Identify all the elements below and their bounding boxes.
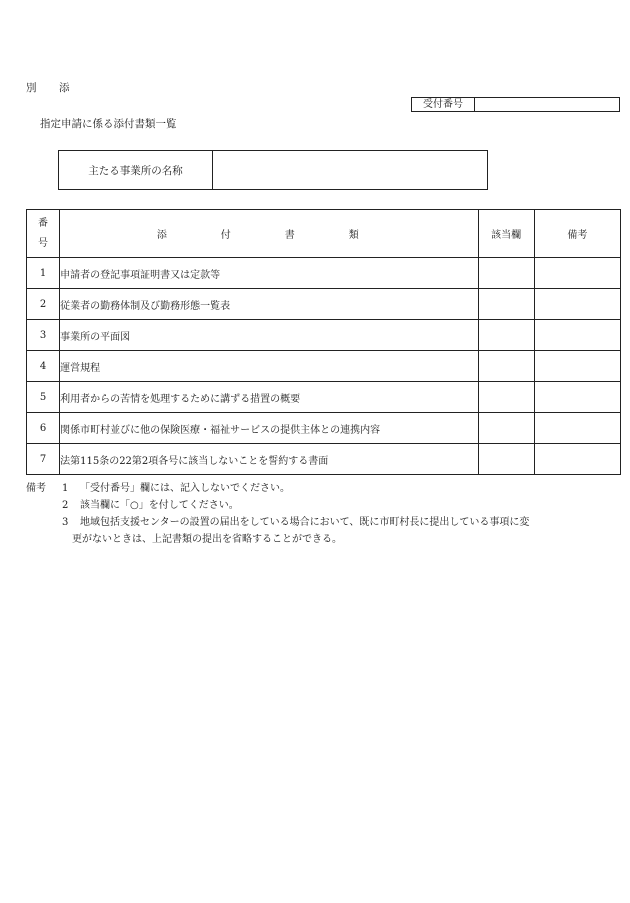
table-row	[27, 382, 621, 413]
receipt-number-field[interactable]	[475, 98, 619, 111]
receipt-number-label: 受付番号	[412, 98, 475, 111]
remark-item	[26, 514, 626, 531]
row-remarks-cell[interactable]	[534, 444, 620, 475]
row-number: 1	[27, 258, 60, 289]
table-row	[27, 351, 621, 382]
remark-text: 該当欄に「○」を付してください。	[80, 500, 239, 511]
remarks-section	[26, 480, 626, 548]
office-name-field[interactable]	[213, 151, 487, 189]
remark-text: 地域包括支援センターの設置の届出をしている場合において、既に市町村長に提出している事項に変	[80, 517, 530, 528]
row-number: 6	[27, 413, 60, 444]
header-applicable: 該当欄	[478, 210, 534, 258]
row-number: 2	[27, 289, 60, 320]
document-title: 指定申請に係る添付書類一覧	[40, 118, 177, 130]
row-applicable-cell[interactable]	[478, 382, 534, 413]
table-row	[27, 413, 621, 444]
remarks-heading: 備考	[26, 483, 46, 494]
table-row	[27, 444, 621, 475]
row-number: 5	[27, 382, 60, 413]
table-header-row	[27, 210, 621, 258]
remark-number: 3	[62, 517, 69, 528]
table-row	[27, 258, 621, 289]
remark-item	[26, 497, 626, 514]
office-name-box	[58, 150, 488, 190]
remark-number: 1	[62, 483, 69, 494]
row-applicable-cell[interactable]	[478, 258, 534, 289]
row-applicable-cell[interactable]	[478, 289, 534, 320]
header-number-label: 番 号	[38, 217, 49, 249]
remark-text-continuation: 更がないときは、上記書類の提出を省略することができる。	[72, 534, 342, 545]
attachment-table	[26, 209, 621, 475]
header-number	[27, 210, 60, 258]
row-remarks-cell[interactable]	[534, 258, 620, 289]
header-remarks: 備考	[534, 210, 620, 258]
row-applicable-cell[interactable]	[478, 351, 534, 382]
row-applicable-cell[interactable]	[478, 444, 534, 475]
row-document: 申請者の登記事項証明書又は定款等	[60, 258, 478, 289]
header-document: 添 付 書 類	[60, 210, 478, 258]
row-remarks-cell[interactable]	[534, 320, 620, 351]
row-applicable-cell[interactable]	[478, 413, 534, 444]
row-number: 3	[27, 320, 60, 351]
row-document: 関係市町村並びに他の保険医療・福祉サービスの提供主体との連携内容	[60, 413, 478, 444]
attachment-label: 別 添	[26, 82, 76, 94]
row-remarks-cell[interactable]	[534, 289, 620, 320]
table-row	[27, 289, 621, 320]
remark-text: 「受付番号」欄には、記入しないでください。	[80, 483, 290, 494]
row-document: 事業所の平面図	[60, 320, 478, 351]
row-document: 法第115条の22第2項各号に該当しないことを誓約する書面	[60, 444, 478, 475]
row-remarks-cell[interactable]	[534, 351, 620, 382]
table-row	[27, 320, 621, 351]
row-number: 7	[27, 444, 60, 475]
office-name-label: 主たる事業所の名称	[59, 151, 213, 189]
row-remarks-cell[interactable]	[534, 382, 620, 413]
row-number: 4	[27, 351, 60, 382]
row-remarks-cell[interactable]	[534, 413, 620, 444]
row-document: 利用者からの苦情を処理するために講ずる措置の概要	[60, 382, 478, 413]
row-applicable-cell[interactable]	[478, 320, 534, 351]
receipt-number-box	[411, 97, 620, 112]
remark-item	[26, 480, 626, 497]
row-document: 従業者の勤務体制及び勤務形態一覧表	[60, 289, 478, 320]
row-document: 運営規程	[60, 351, 478, 382]
remark-number: 2	[62, 500, 69, 511]
